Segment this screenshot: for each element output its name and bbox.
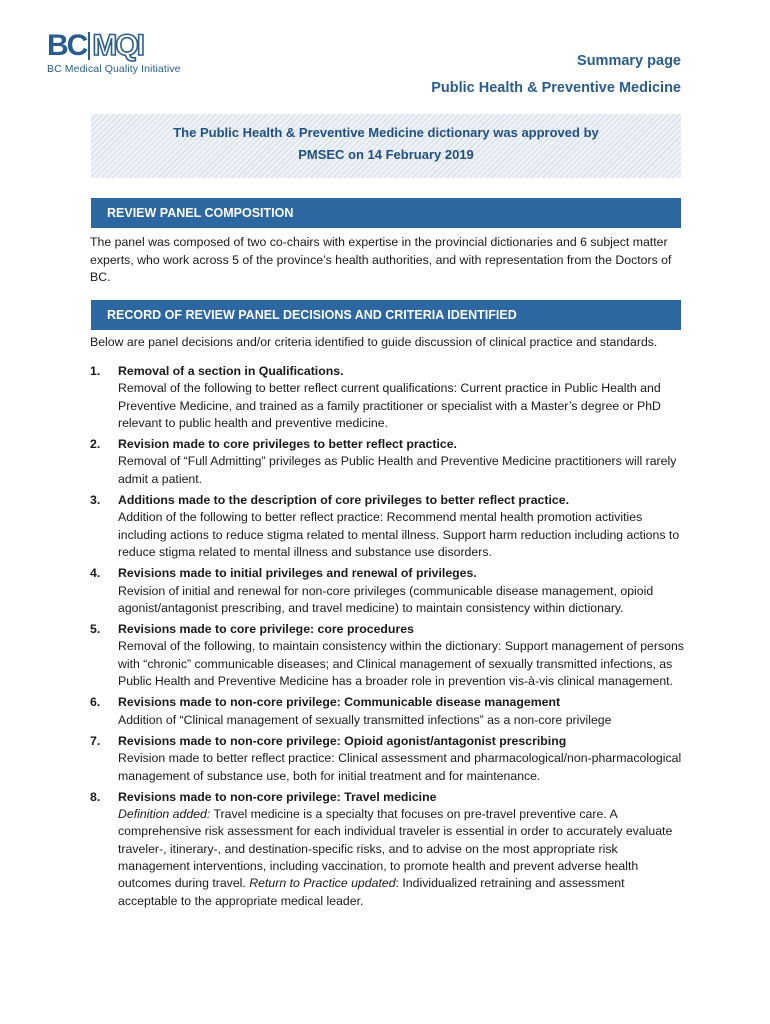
item-body: Removal of the following to better reflect current qualifications: Current practice in Public Health and Preventive Medicine, and trained as a family practitioner or specialist with a Master’s degree or PhD relevant to public health and preventive medicine. <box>118 381 661 430</box>
return-to-practice-label: Return to Practice updated <box>249 876 396 891</box>
logo-mark <box>47 31 207 61</box>
item-title: Revisions made to non-core privilege: Travel medicine <box>118 789 437 804</box>
item-body: Revision made to better reflect practice: Clinical assessment and pharmacological/non-pharmacological management of substance use, both for initial treatment and for maintenance. <box>118 751 682 783</box>
item-number: 1. <box>90 364 101 378</box>
list-item <box>90 694 685 729</box>
item-body: Addition of “Clinical management of sexually transmitted infections” as a non-core privilege <box>118 712 612 727</box>
item-title: Revisions made to non-core privilege: Opioid agonist/antagonist prescribing <box>118 733 567 748</box>
item-body: Removal of the following, to maintain consistency within the dictionary: Support management of persons with “chronic” communicable diseases; and Clinical management of sexually transmitted infections, as Public Health and Preventive Medicine has a broader role in prevention vis-à-vis clinical management. <box>118 639 684 689</box>
list-item <box>90 621 685 690</box>
section-heading-panel-composition: REVIEW PANEL COMPOSITION <box>91 198 681 228</box>
section-heading-decisions: RECORD OF REVIEW PANEL DECISIONS AND CRITERIA IDENTIFIED <box>91 300 681 330</box>
approval-line-2: PMSEC on 14 February 2019 <box>298 147 474 162</box>
item-number: 7. <box>90 733 101 748</box>
logo-subtitle: BC Medical Quality Initiative <box>47 63 181 75</box>
summary-title: Summary page <box>577 53 681 69</box>
list-item <box>90 565 685 617</box>
item-body: Revision of initial and renewal for non-core privileges (communicable disease management, opioid agonist/antagonist prescribing, and travel medicine) to maintain consistency within dictionary. <box>118 583 654 615</box>
list-item <box>90 363 685 432</box>
return-to-practice-text: : Individualized retraining and assessment acceptable to the appropriate medical leader. <box>118 876 625 908</box>
list-item <box>90 733 685 785</box>
item-body: Removal of “Full Admitting” privileges as Public Health and Preventive Medicine practitioners will rarely admit a patient. <box>118 454 677 486</box>
item-number: 6. <box>90 695 101 710</box>
item-title: Revisions made to initial privileges and renewal of privileges. <box>118 566 477 581</box>
item-number: 3. <box>90 493 101 508</box>
page-header <box>431 48 681 102</box>
list-item <box>90 492 685 561</box>
item-body: Addition of the following to better reflect practice: Recommend mental health promotion activities including actions to reduce stigma related to mental illness. Support harm reduction including actions to reduce stigma related to mental illness and substance use disorders. <box>118 510 680 559</box>
item-title: Revisions made to non-core privilege: Communicable disease management <box>118 695 561 710</box>
item-title: Revisions made to core privilege: core procedures <box>118 622 414 637</box>
item-body <box>118 806 685 910</box>
definition-label: Definition added: <box>118 807 211 822</box>
decisions-list <box>90 363 685 914</box>
list-item <box>90 436 685 488</box>
definition-text: Travel medicine is a specialty that focuses on pre-travel preventive care. A comprehensive risk assessment for each individual traveler is essential in order to accurately evaluate traveler-, itinerary-, and destination-specific risks, and to advise on the most appropriate risk management interventions, including vaccination, to promote health and prevent adverse health outcomes during travel. <box>118 807 673 891</box>
bcmqi-logo <box>47 31 207 79</box>
item-number: 5. <box>90 622 101 637</box>
logo-separator <box>88 32 90 60</box>
decisions-intro-text: Below are panel decisions and/or criteria identified to guide discussion of clinical practice and standards. <box>90 335 658 349</box>
logo-bc-text: BC <box>47 29 87 62</box>
specialty-title: Public Health & Preventive Medicine <box>431 80 681 96</box>
panel-composition-text: The panel was composed of two co-chairs with expertise in the provincial dictionaries and 6 subject matter experts, who work across 5 of the province’s health authorities, and with representation from the Doctors of BC. <box>90 235 672 284</box>
item-title: Removal of a section in Qualifications. <box>118 364 344 378</box>
approval-banner <box>91 114 681 178</box>
logo-mqi-text: MQI <box>92 29 144 62</box>
approval-line-1: The Public Health & Preventive Medicine dictionary was approved by <box>173 125 599 140</box>
item-number: 4. <box>90 566 101 581</box>
item-number: 2. <box>90 437 101 452</box>
item-title: Revision made to core privileges to better reflect practice. <box>118 437 457 452</box>
list-item <box>90 789 685 910</box>
item-number: 8. <box>90 789 101 804</box>
item-title: Additions made to the description of core privileges to better reflect practice. <box>118 493 569 508</box>
